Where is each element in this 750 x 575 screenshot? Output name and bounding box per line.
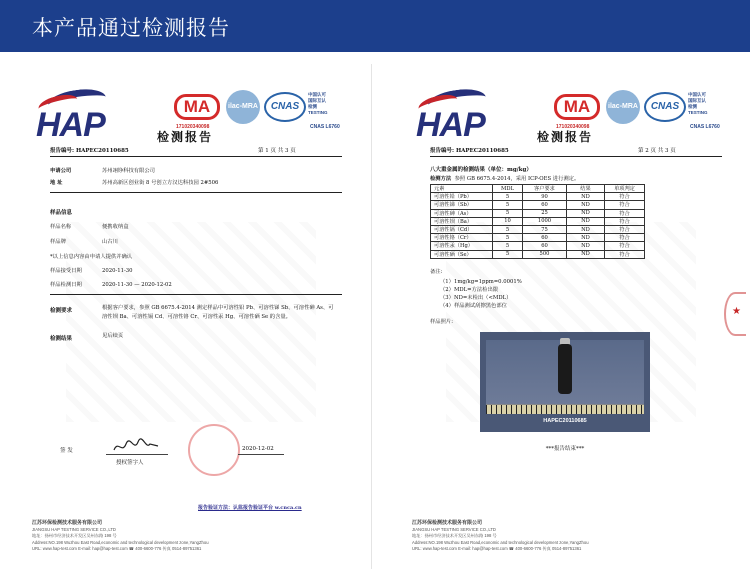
rule xyxy=(50,192,342,193)
table-row: 可溶性汞（Hg） 5 60 ND 符合 xyxy=(431,242,645,250)
page-number: 第 1 页 共 3 页 xyxy=(258,148,296,154)
sample-bottle-icon xyxy=(558,344,572,394)
hap-logo-text: HAP xyxy=(416,106,485,144)
hap-logo-text: HAP xyxy=(36,106,105,144)
ma-cert-number: 171020340098 xyxy=(556,124,590,130)
cnas-logo: CNAS xyxy=(644,92,686,122)
star-icon: ★ xyxy=(732,306,741,317)
rule xyxy=(430,156,722,157)
table-row: 可溶性砷（As） 5 25 ND 符合 xyxy=(431,209,645,217)
notes-label: 备注: xyxy=(430,269,443,275)
ruler-icon xyxy=(486,404,644,414)
sample-photo xyxy=(480,332,650,432)
signature-icon xyxy=(112,436,160,456)
sign-date: 2020-12-02 xyxy=(242,446,274,452)
table-row: 可溶性锑（Sb） 5 60 ND 符合 xyxy=(431,201,645,209)
requirement-text: 根据客户要求，参照 GB 6675.4-2014 测定样品中可溶性铅 Pb、可溶性锑 Sb、可溶性砷 As、可溶性钡 Ba、可溶性镉 Cd、可溶性铬 Cr、可溶性汞 Hg、可溶性硒 Se 的含量。 xyxy=(102,305,334,320)
ma-logo: MA xyxy=(554,94,600,120)
address-row: 地 址 苏州高新区创业街 8 号创立方汉达科技园 2#506 xyxy=(50,180,219,186)
column-header: 单项判定 xyxy=(605,185,645,193)
report-number: 报告编号: HAPEC20110685 xyxy=(50,148,129,154)
result-text: 见后续页 xyxy=(102,333,124,339)
sign-label: 签 发 xyxy=(60,448,73,454)
rule xyxy=(50,294,342,295)
report-number: 报告编号: HAPEC20110685 xyxy=(430,148,509,154)
photo-heading: 样品照片: xyxy=(430,319,453,325)
note-item: （3）ND=未检出（<MDL） xyxy=(440,295,512,301)
cnas-number: CNAS L6760 xyxy=(310,124,340,130)
sample-name-row: 样品名称 便携收纳盒 xyxy=(50,224,129,230)
ma-logo: MA xyxy=(174,94,220,120)
official-seal xyxy=(188,424,240,476)
test-date-row: 样品检测日期 2020-11-30 — 2020-12-02 xyxy=(50,282,172,288)
table-row: 可溶性铅（Pb） 5 90 ND 符合 xyxy=(431,193,645,201)
date-line xyxy=(238,454,284,455)
method-row: 检测方法 参照 GB 6675.4-2014，采用 ICP-OES 进行测定。 xyxy=(430,176,580,182)
column-header: 结果 xyxy=(567,185,605,193)
results-heading: 八大重金属的检测结果（单位：mg/kg） xyxy=(430,167,532,173)
table-row: 可溶性硒（Se） 5 500 ND 符合 xyxy=(431,250,645,258)
cnas-number: CNAS L6760 xyxy=(690,124,720,130)
banner xyxy=(0,0,750,52)
result-heading: 检测结果 xyxy=(50,336,73,342)
signatory-label: 授权签字人 xyxy=(116,460,144,466)
table-row: 可溶性钡（Ba） 10 1000 ND 符合 xyxy=(431,217,645,225)
column-header: 元素 xyxy=(431,185,493,193)
brand-row: 样品牌 山古川 xyxy=(50,239,118,245)
receive-date-row: 样品接受日期 2020-11-30 xyxy=(50,268,133,274)
column-header: MDL xyxy=(493,185,523,193)
column-header: 客户要求 xyxy=(523,185,567,193)
document-title: 检测报告 xyxy=(156,130,213,144)
page-divider xyxy=(371,64,372,569)
declaration: *以上信息内容由申请人提供并确认 xyxy=(50,254,133,260)
note-item: （4）样品测试刮擦黑色部位 xyxy=(440,303,507,309)
ilac-mra-logo: ilac-MRA xyxy=(606,90,640,124)
cnas-side-text: 中国认可 国际互认 检测 TESTING xyxy=(688,92,708,115)
sample-info-heading: 样品信息 xyxy=(50,210,73,216)
requirement-heading: 检测要求 xyxy=(50,308,73,314)
applicant-row: 申请公司 苏州翊铮科技有限公司 xyxy=(50,168,155,174)
verify-link[interactable]: 报告验证方法：认监报告验证平台 w.cnca.cn xyxy=(198,505,302,511)
ma-cert-number: 171020340098 xyxy=(176,124,210,130)
cnas-side-text: 中国认可 国际互认 检测 TESTING xyxy=(308,92,328,115)
photo-caption: HAPEC20110685 xyxy=(543,418,587,424)
page-number: 第 2 页 共 3 页 xyxy=(638,148,676,154)
report-page-1 xyxy=(6,72,364,567)
note-item: （1）1mg/kg=1ppm=0.0001% xyxy=(440,279,522,285)
banner-title: 本产品通过检测报告 xyxy=(32,16,230,40)
table-row: 可溶性镉（Cd） 5 75 ND 符合 xyxy=(431,225,645,233)
rule xyxy=(50,156,342,157)
report-page-2 xyxy=(386,72,744,567)
results-table xyxy=(430,184,645,259)
footer: 江苏环保检测技术服务有限公司 JIANGSU HAP TESTING SERVICE CO.,LTD 地址：扬州市经济技术开发区吴州东路 198 号 Address:NO.198 Wuzhou East Road,economic and technological development zone,YangZhou URL: www.hap-test.com E-mail: hap@hap-test.com ☎ 400-6600-776 传真 0514-89751361 xyxy=(412,520,589,551)
ilac-mra-logo: ilac-MRA xyxy=(226,90,260,124)
cnas-logo: CNAS xyxy=(264,92,306,122)
signature-line xyxy=(106,454,168,455)
note-item: （2）MDL=方法检出限 xyxy=(440,287,499,293)
table-header-row xyxy=(431,185,645,193)
report-end: ***报告结束*** xyxy=(545,446,585,452)
footer: 江苏环保检测技术服务有限公司 JIANGSU HAP TESTING SERVICE CO.,LTD 地址：扬州市经济技术开发区吴州东路 198 号 Address:NO.198 Wuzhou East Road,economic and technological development zone,YangZhou URL: www.hap-test.com E-mail: hap@hap-test.com ☎ 400-6600-776 传真 0514-89751361 xyxy=(32,520,209,551)
document-title: 检测报告 xyxy=(536,130,593,144)
table-row: 可溶性铬（Cr） 5 60 ND 符合 xyxy=(431,234,645,242)
